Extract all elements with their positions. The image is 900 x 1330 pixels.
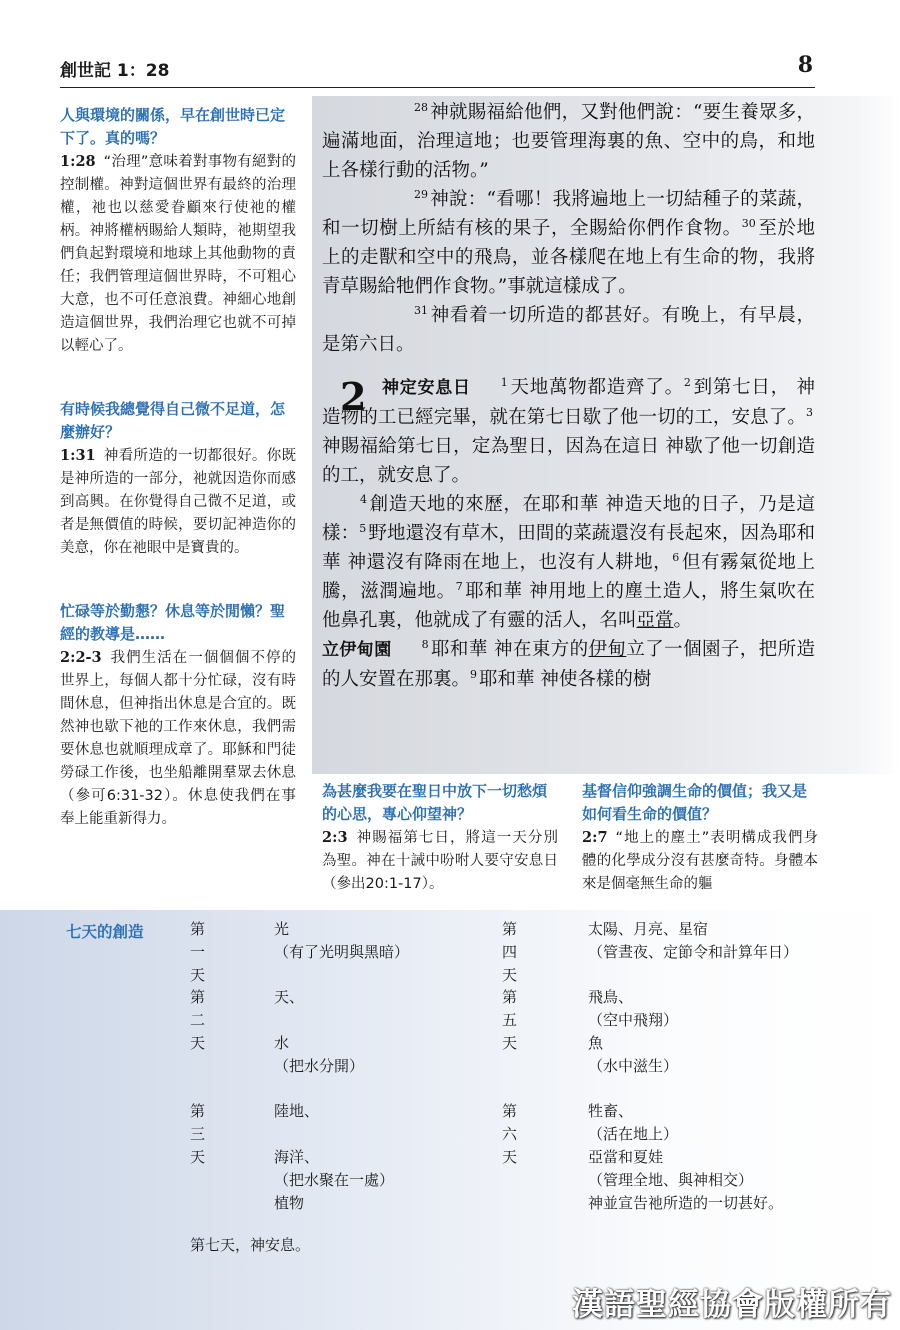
copyright-watermark: 漢語聖經協會版權所有 — [572, 1287, 892, 1323]
chapter-number: 2 — [340, 374, 367, 419]
chapter-2-block — [322, 373, 815, 490]
day-label: 第四天 — [502, 920, 518, 984]
study-note-4 — [322, 780, 558, 896]
verse-31: $^{31}$ 神看着一切所造的都甚好。有晚上，有早晨，是第六日。 — [322, 303, 815, 355]
day-label: 第二天 — [190, 988, 206, 1052]
name-eden: 伊甸 — [588, 639, 627, 660]
page-header — [60, 52, 815, 88]
verse-29-30: $^{29}$ 神說：“看哪！我將遍地上一切結種子的菜蔬，和一切樹上所結有核的果子，全賜給你們作食物。$^{30}$ 至於地上的走獸和空中的飛鳥，並各樣爬在地上有生命的物，我將青草賜給牠們作食物。”事就這樣成了。 — [322, 187, 815, 297]
day-items: 陸地、 海洋、 （把水聚在一處） 植物 — [274, 1102, 395, 1212]
day-label: 第三天 — [190, 1102, 206, 1166]
note-question: 人與環境的關係，早在創世時已定下了。真的嗎？ — [60, 106, 286, 147]
day-label: 第一天 — [190, 920, 206, 984]
day-items: 太陽、月亮、星宿 （管晝夜、定節令和計算年日） — [588, 920, 799, 961]
page-number: 8 — [797, 52, 813, 78]
day-label: 第六天 — [502, 1102, 518, 1166]
note-question: 為甚麼我要在聖日中放下一切愁煩的心思，專心仰望神？ — [322, 782, 548, 823]
day-items: 光 （有了光明與黑暗） — [274, 920, 410, 961]
note-ref: 2:2-3 — [60, 649, 102, 666]
day-items: 天、 水 （把水分開） — [274, 988, 365, 1075]
day-items: 牲畜、 （活在地上） 亞當和夏娃 （管理全地、與神相交） 神並宣告祂所造的一切甚好。 — [588, 1102, 784, 1212]
name-adam: 亞當 — [636, 610, 674, 631]
running-head: 創世記 1：28 — [60, 61, 170, 81]
note-body: 2:3 神賜福第七日，將這一天分別為聖。神在十誡中吩咐人要守安息日（參出20:1-17）。 — [322, 829, 558, 892]
note-ref: 1:31 — [60, 447, 96, 464]
note-question: 忙碌等於勤懇？休息等於閒懶？聖經的教導是…… — [60, 602, 286, 643]
study-note-2 — [60, 398, 296, 560]
note-body: 1:28 “治理”意味着對事物有絕對的控制權。神對這個世界有最終的治理權，祂也以慈愛眷顧來行使祂的權柄。神將權柄賜給人類時，祂期望我們負起對環境和地球上其他動物的責任；我們管理這個世界時，不可粗心大意，也不可任意浪費。神細心地創造這個世界，我們治理它也就不可掉以輕心了。 — [60, 153, 296, 354]
chart-title: 七天的創造 — [66, 923, 144, 941]
note-body: 2:2-3 我們生活在一個個個不停的世界上，每個人都十分忙碌，沒有時間休息，但神指出休息是合宜的。既然神也歇下祂的工作來休息，我們需要休息也就順理成章了。耶穌和門徒勞碌工作後，也坐船離開羣眾去休息（參可6:31-32）。休息使我們在事奉上能重新得力。 — [60, 649, 296, 827]
chapter-2-para-1: 神定安息日 $^1$ 天地萬物都造齊了。$^2$ 到第七日， 神造物的工已經完畢，就在第七日歇了他一切的工，安息了。$^3$ 神賜福給第七日，定為聖日，因為在這日 神歇了他一切創造的工，就安息了。 — [322, 375, 815, 486]
creation-chart — [0, 910, 900, 1330]
note-ref: 2:7 — [582, 829, 608, 846]
chapter-2-para-3: 立伊甸園 $^8$ 耶和華 神在東方的伊甸立了一個園子，把所造的人安置在那裏。$^9$ 耶和華 神使各樣的樹 — [322, 637, 815, 690]
study-note-3 — [60, 600, 296, 831]
study-note-1 — [60, 104, 296, 358]
day-items: 飛鳥、 （空中飛翔） 魚 （水中滋生） — [588, 988, 679, 1075]
note-ref: 2:3 — [322, 829, 348, 846]
study-note-5 — [582, 780, 818, 892]
section-heading-eden: 立伊甸園 — [322, 640, 392, 660]
note-ref: 1:28 — [60, 153, 96, 170]
day-7: 第七天，神安息。 — [190, 1236, 311, 1254]
note-body: 1:31 神看所造的一切都很好。你既是神所造的一部分，祂就因造你而感到高興。在你覺得自己微不足道，或者是無價值的時候，要切記神造你的美意，你在祂眼中是寶貴的。 — [60, 447, 296, 556]
note-question: 基督信仰強調生命的價值；我又是如何看生命的價值？ — [582, 782, 808, 823]
chapter-2-para-2: $^4$ 創造天地的來歷，在耶和華 神造天地的日子，乃是這樣：$^5$ 野地還沒有草木，田間的菜蔬還沒有長起來，因為耶和華 神還沒有降雨在地上，也沒有人耕地，$^6$ 但有霧氣從地上騰，滋潤遍地。$^7$ 耶和華 神用地上的塵土造人，將生氣吹在他鼻孔裏，他就成了有靈的活人，名叫亞當。 — [322, 492, 815, 631]
section-heading-sabbath: 神定安息日 — [382, 378, 471, 398]
note-body: 2:7 “地上的塵土”表明構成我們身體的化學成分沒有甚麼奇特。身體本來是個毫無生命的軀 — [582, 829, 818, 892]
note-question: 有時候我總覺得自己微不足道，怎麼辦好？ — [60, 400, 286, 441]
scripture-text — [322, 98, 815, 694]
verse-28: $^{28}$ 神就賜福給他們，又對他們說：“要生養眾多，遍滿地面，治理這地；也要管理海裏的魚、空中的鳥，和地上各樣行動的活物。” — [322, 100, 815, 181]
day-label: 第五天 — [502, 988, 518, 1052]
